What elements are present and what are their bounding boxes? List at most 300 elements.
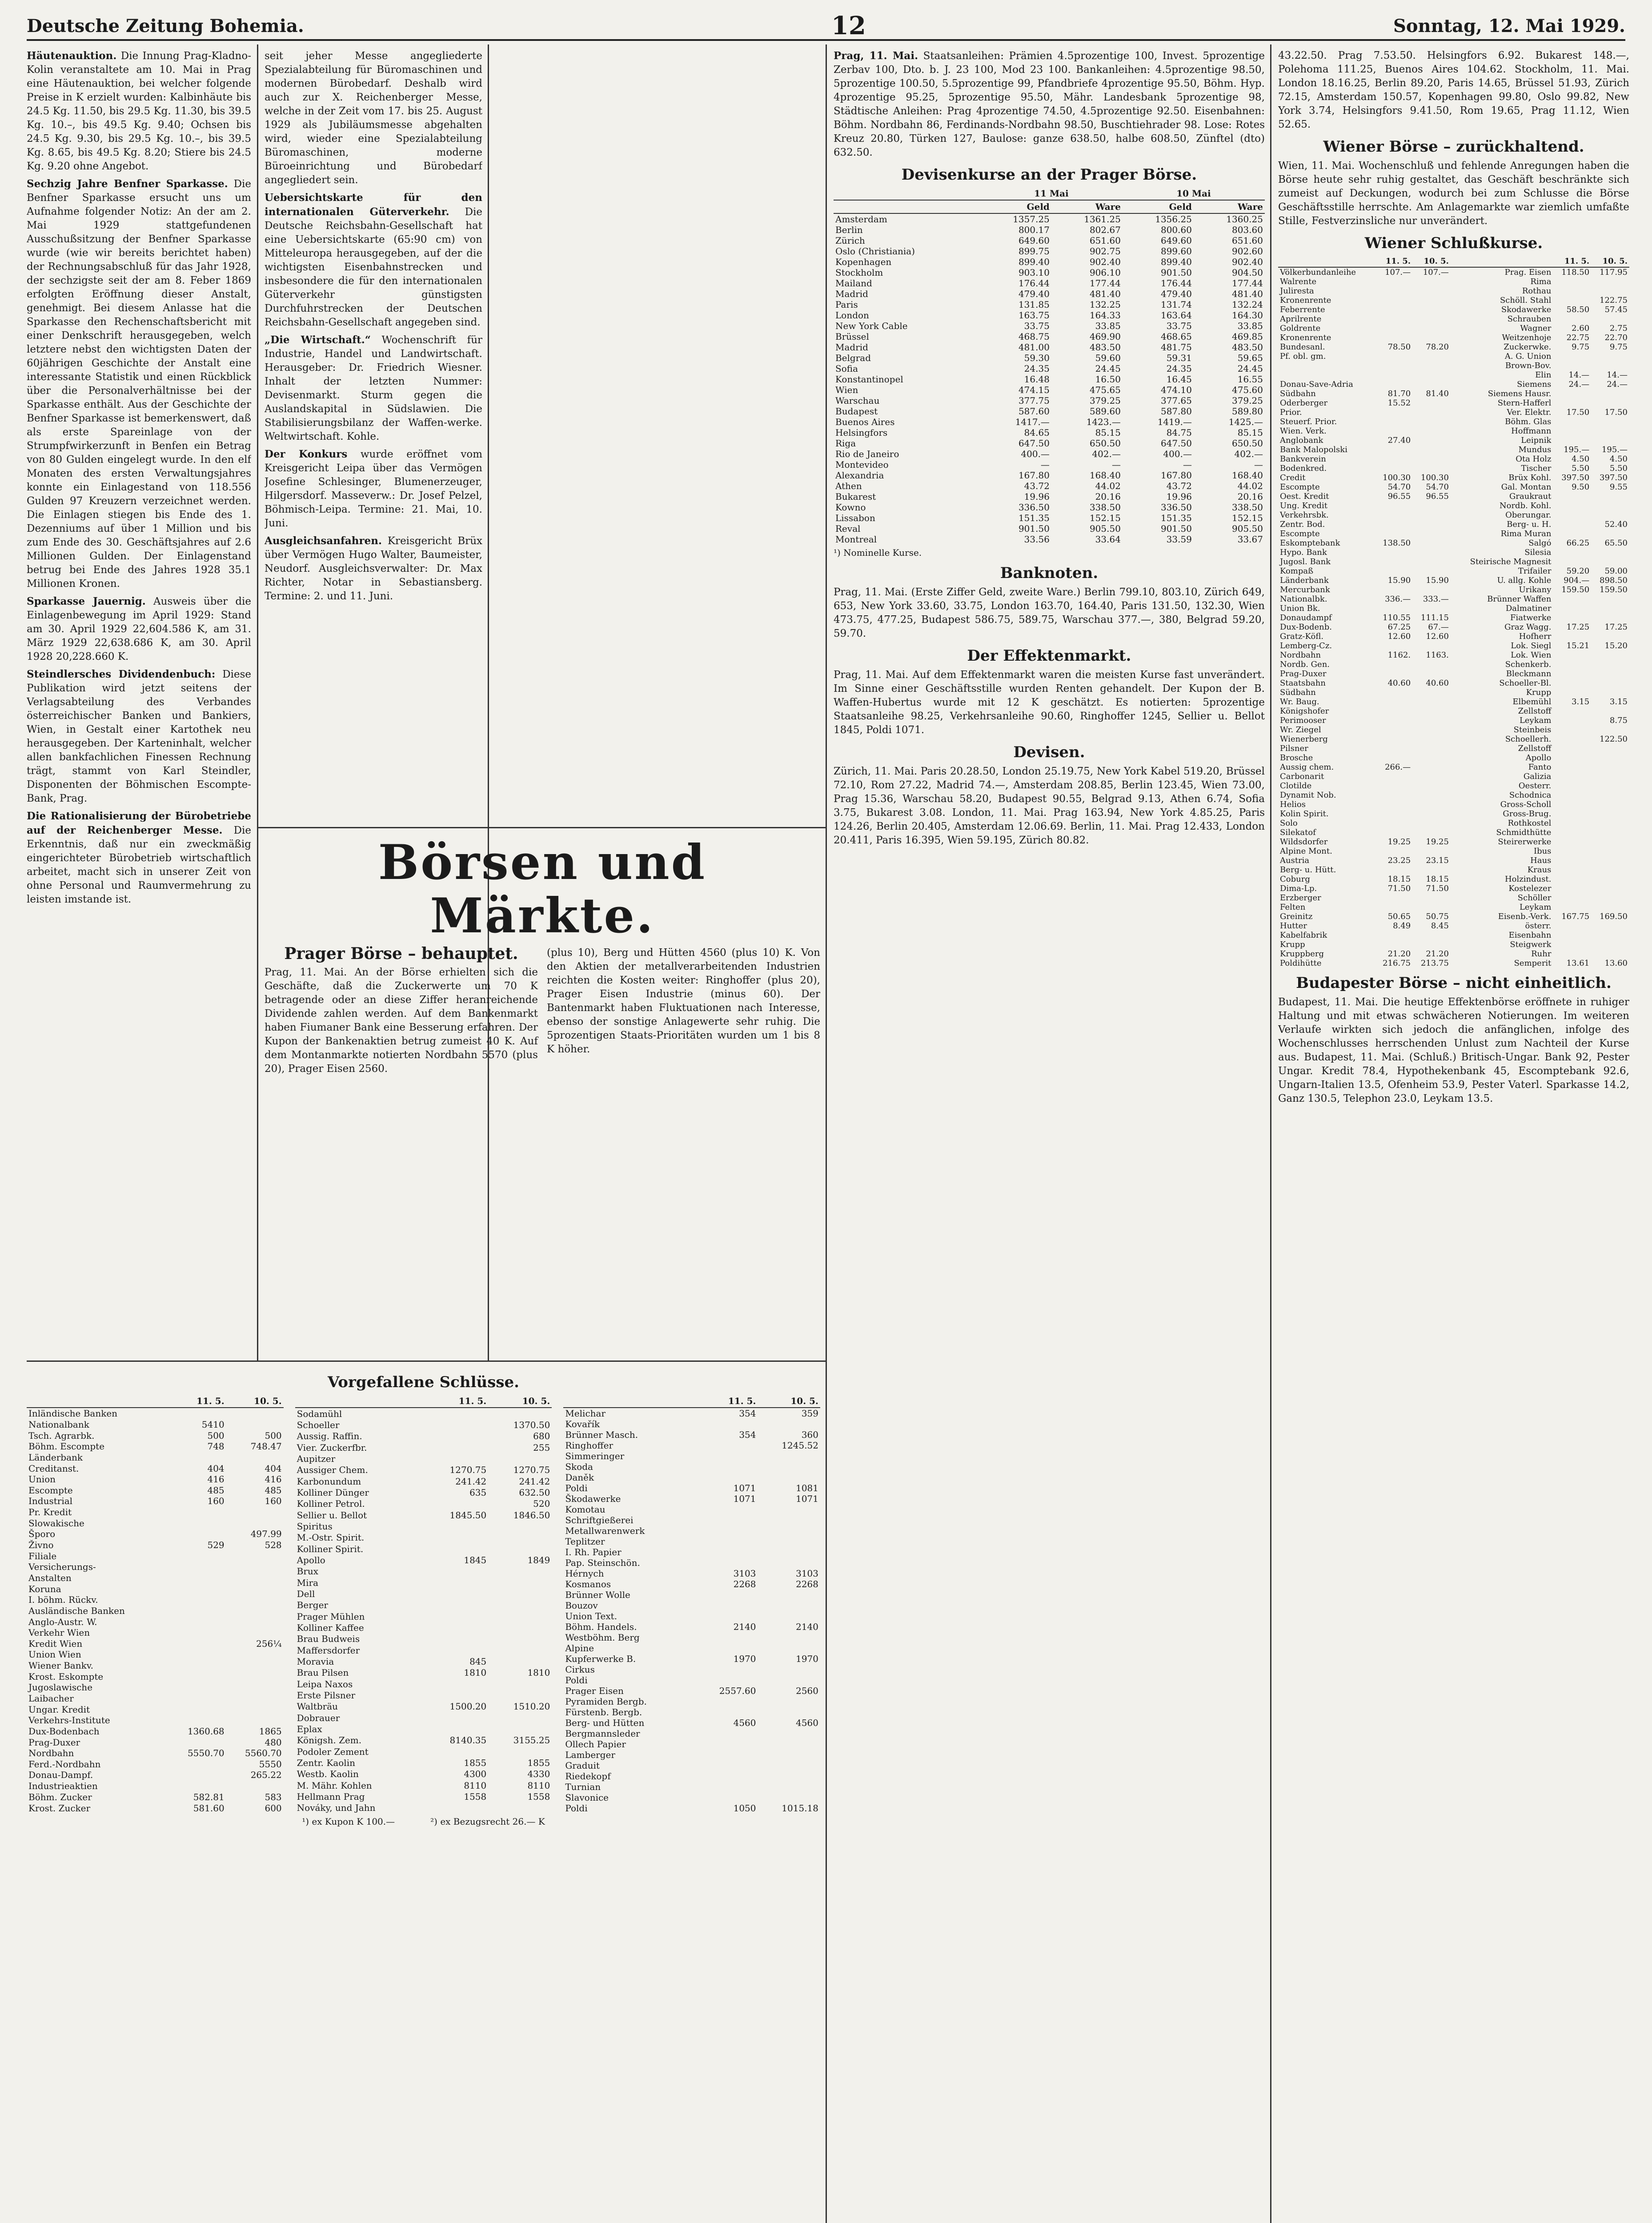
- table-cell: Rothau: [1522, 286, 1552, 296]
- table-cell: 8.45: [1431, 921, 1449, 931]
- table-row: [1278, 342, 1629, 352]
- table-row: [27, 1561, 284, 1573]
- table-cell: 78.50: [1387, 342, 1411, 352]
- table-cell: 19.25: [1387, 837, 1411, 847]
- table-cell: 20.16: [1095, 491, 1121, 502]
- table-cell: 800.60: [1160, 225, 1192, 235]
- table-cell: [1591, 893, 1629, 903]
- table-cell: Brüx Kohl.: [1508, 473, 1552, 482]
- table-cell: [1591, 501, 1629, 510]
- table-cell: [1553, 865, 1591, 875]
- table-cell: Donaudampf: [1280, 613, 1332, 622]
- table-cell: [1412, 501, 1451, 510]
- table-cell: Pilsner: [1280, 744, 1308, 753]
- table-cell: [1553, 688, 1591, 697]
- table-header-cell: 10. 5.: [488, 1395, 552, 1408]
- table-cell: [1374, 819, 1412, 828]
- table-cell: Leipnik: [1521, 436, 1552, 445]
- table-row: [1278, 389, 1629, 398]
- table-row: [1278, 454, 1629, 464]
- table-cell: 66.25: [1566, 538, 1590, 548]
- table-cell: [425, 1431, 488, 1442]
- table-cell: Coburg: [1280, 875, 1310, 884]
- effektenmarkt-title: Der Effektenmarkt.: [967, 647, 1131, 665]
- table-cell: M. Mähr. Kohlen: [297, 1780, 372, 1791]
- table-row: [27, 1638, 284, 1649]
- table-cell: 18.15: [1387, 875, 1411, 884]
- table-cell: [1412, 800, 1451, 809]
- table-cell: [1412, 734, 1451, 744]
- table-cell: [695, 1589, 758, 1600]
- table-cell: [1553, 529, 1591, 538]
- table-cell: Krost. Zucker: [28, 1802, 91, 1814]
- table-cell: 2557.60: [719, 1685, 756, 1696]
- table-cell: Riga: [835, 438, 856, 449]
- table-row: [563, 1675, 820, 1685]
- table-cell: [1553, 921, 1591, 931]
- table-row: [834, 299, 1265, 310]
- table-cell: Kovařík: [565, 1419, 600, 1429]
- table-cell: Krupp: [1280, 940, 1305, 949]
- table-cell: 19.96: [1024, 491, 1050, 502]
- table-cell: Prag. Eisen: [1504, 268, 1552, 277]
- table-cell: Poldi: [565, 1675, 588, 1685]
- table-cell: Tischer: [1521, 464, 1552, 473]
- table-row: [563, 1611, 820, 1621]
- table-cell: [1412, 510, 1451, 520]
- table-cell: 110.55: [1383, 613, 1411, 622]
- table-cell: [1553, 417, 1591, 426]
- table-cell: Mailand: [835, 278, 872, 289]
- table-row: [295, 1566, 552, 1577]
- table-row: [834, 523, 1265, 534]
- table-row: [295, 1498, 552, 1509]
- table-cell: Donau-Save-Adria: [1280, 380, 1353, 389]
- table-cell: Inländische Banken: [28, 1408, 118, 1419]
- table-cell: Eisenb.-Verk.: [1498, 912, 1552, 921]
- table-row: [1278, 678, 1629, 688]
- table-cell: Reval: [835, 523, 861, 534]
- footnote: ¹) ex Kupon K 100.—: [302, 1816, 395, 1827]
- schluesse-table-1: [27, 1395, 284, 1814]
- table-cell: [695, 1771, 758, 1782]
- table-cell: 481.40: [1089, 289, 1121, 299]
- table-cell: Karbonundum: [297, 1476, 361, 1487]
- table-cell: Austria: [1280, 856, 1310, 865]
- table-row: [295, 1408, 552, 1419]
- section-rule: [27, 1360, 826, 1362]
- table-row: [1278, 380, 1629, 389]
- table-cell: Union Wien: [28, 1649, 81, 1660]
- table-cell: Wiener Bankv.: [28, 1660, 93, 1671]
- table-cell: [1412, 538, 1451, 548]
- table-cell: 1270.75: [449, 1465, 487, 1476]
- table-cell: Feberrente: [1280, 305, 1325, 314]
- table-cell: [1374, 277, 1412, 286]
- table-cell: 402.—: [1234, 449, 1263, 459]
- banknoten-text: Prag, 11. Mai. (Erste Ziffer Geld, zweite Ware.) Berlin 799.10, 803.10, Zürich 649, 653, New York 33.60, 33.75, London 163.70, 164.40, Paris 131.50, 132.30, Wien 473.75, 477.25, Budapest 586.75, 589.75, Warschau 377.—, 380, Belgrad 59.20, 59.70.: [834, 586, 1265, 639]
- table-row: [1278, 847, 1629, 856]
- table-cell: [1374, 380, 1412, 389]
- table-cell: [695, 1557, 758, 1568]
- table-cell: [1553, 762, 1591, 772]
- table-cell: [1591, 800, 1629, 809]
- table-cell: Brüssel: [835, 331, 869, 342]
- table-cell: [169, 1682, 226, 1693]
- table-cell: [1374, 286, 1412, 296]
- table-cell: 21.20: [1387, 949, 1411, 959]
- table-row: [1278, 557, 1629, 566]
- table-cell: [488, 1633, 552, 1645]
- table-row: [1278, 669, 1629, 678]
- table-cell: [226, 1715, 284, 1726]
- table-cell: [169, 1770, 226, 1781]
- table-cell: Westböhm. Berg: [565, 1632, 640, 1643]
- table-cell: 71.50: [1426, 884, 1449, 893]
- table-row: [1278, 903, 1629, 912]
- table-cell: [425, 1442, 488, 1453]
- table-cell: [1591, 389, 1629, 398]
- table-cell: 845: [469, 1656, 487, 1667]
- table-cell: Kredit Wien: [28, 1638, 83, 1649]
- table-cell: Schöll. Stahl: [1500, 296, 1552, 305]
- table-row: [295, 1689, 552, 1701]
- table-cell: [1374, 333, 1412, 342]
- table-cell: [1374, 604, 1412, 613]
- table-cell: Gal. Montan: [1501, 482, 1552, 492]
- table-cell: 582.81: [193, 1791, 225, 1802]
- table-cell: 17.25: [1566, 622, 1590, 632]
- table-cell: [758, 1589, 821, 1600]
- table-cell: [488, 1689, 552, 1701]
- table-cell: 600: [265, 1802, 282, 1814]
- table-cell: Mira: [297, 1577, 319, 1588]
- table-cell: Schriftgießerei: [565, 1515, 634, 1525]
- table-cell: [1374, 865, 1412, 875]
- table-cell: [1374, 772, 1412, 781]
- table-cell: Apollo: [1525, 753, 1552, 762]
- table-cell: [1374, 324, 1412, 333]
- table-cell: [695, 1461, 758, 1472]
- table-row: [834, 289, 1265, 299]
- table-row: [1278, 828, 1629, 837]
- table-row: [563, 1493, 820, 1504]
- table-cell: Athen: [835, 481, 862, 491]
- table-cell: [1553, 903, 1591, 912]
- table-row: [27, 1550, 284, 1561]
- table-cell: [1591, 865, 1629, 875]
- table-cell: [1591, 361, 1629, 370]
- table-cell: [1591, 688, 1629, 697]
- table-cell: [425, 1498, 488, 1509]
- table-cell: 587.80: [1160, 406, 1192, 417]
- table-header-row: [295, 1395, 552, 1408]
- table-cell: 906.10: [1089, 267, 1121, 278]
- table-cell: Wien: [835, 385, 858, 395]
- table-cell: [1412, 940, 1451, 949]
- table-cell: [1412, 744, 1451, 753]
- table-cell: [1591, 949, 1629, 959]
- table-cell: [226, 1594, 284, 1605]
- table-row: [563, 1632, 820, 1643]
- table-cell: [488, 1588, 552, 1599]
- table-cell: 111.15: [1420, 613, 1449, 622]
- devisen2-text: Zürich, 11. Mai. Paris 20.28.50, London 25.19.75, New York Kabel 519.20, Brüssel 72.10, Rom 27.22, Madrid 74.—, Amsterdam 208.85, Berlin 123.45, Wien 73.00, Prag 15.36, Warschau 58.20, Budapest 90.55, Belgrad 9.13, Athen 6.74, Sofia 3.75, Bukarest 3.08. London, 11. Mai. Prag 163.94, New York 4.85.25, Paris 124.26, Berlin 20.405, Amsterdam 12.06.69. Berlin, 11. Mai. Prag 12.433, London 20.411, Paris 16.395, Wien 59.195, Zürich 80.82.: [834, 766, 1265, 846]
- table-row: [1278, 884, 1629, 893]
- table-cell: Steirerwerke: [1498, 837, 1552, 847]
- table-cell: 1558: [527, 1791, 550, 1802]
- table-cell: Wagner: [1520, 324, 1552, 333]
- table-cell: U. allg. Kohle: [1497, 576, 1552, 585]
- table-cell: 163.75: [1018, 310, 1050, 321]
- table-cell: [169, 1408, 226, 1419]
- table-cell: Slowakische: [28, 1517, 84, 1529]
- table-cell: 1810: [527, 1667, 550, 1678]
- schlusskurse-title: Wiener Schlußkurse.: [1364, 234, 1543, 252]
- table-cell: Prag-Duxer: [28, 1737, 80, 1748]
- table-cell: 1849: [527, 1554, 550, 1565]
- table-row: [563, 1600, 820, 1611]
- table-cell: Leykam: [1519, 716, 1552, 725]
- table-cell: [1374, 734, 1412, 744]
- table-cell: Mercurbank: [1280, 585, 1330, 594]
- table-cell: Helios: [1280, 800, 1306, 809]
- table-cell: [425, 1689, 488, 1701]
- table-cell: 15.20: [1604, 641, 1628, 650]
- table-cell: [169, 1737, 226, 1748]
- table-cell: [1412, 557, 1451, 566]
- table-cell: [1374, 697, 1412, 706]
- table-row: [295, 1487, 552, 1498]
- table-cell: 14.—: [1607, 370, 1628, 380]
- table-cell: [1591, 417, 1629, 426]
- table-cell: Schoeller-Bl.: [1499, 678, 1552, 688]
- table-cell: Berg- u. Hütt.: [1280, 865, 1336, 875]
- table-row: [1278, 398, 1629, 408]
- table-cell: 474.10: [1160, 385, 1192, 395]
- table-cell: 12.60: [1387, 632, 1411, 641]
- table-cell: [1374, 585, 1412, 594]
- table-row: [295, 1678, 552, 1689]
- table-cell: [695, 1611, 758, 1621]
- table-cell: Fürstenb. Bergb.: [565, 1707, 642, 1717]
- table-cell: 81.40: [1426, 389, 1449, 398]
- table-cell: Komotau: [565, 1504, 605, 1515]
- table-cell: 1970: [733, 1653, 756, 1664]
- table-cell: 485: [265, 1485, 282, 1496]
- table-cell: Spiritus: [297, 1521, 333, 1532]
- table-cell: [1278, 370, 1374, 380]
- table-cell: Königshofer: [1280, 706, 1329, 716]
- table-cell: [1553, 492, 1591, 501]
- table-cell: [169, 1507, 226, 1518]
- table-row: [1278, 501, 1629, 510]
- table-cell: [1591, 884, 1629, 893]
- table-cell: 748: [207, 1441, 225, 1452]
- table-cell: 107.—: [1423, 268, 1449, 277]
- table-cell: [226, 1781, 284, 1792]
- table-cell: [1412, 333, 1451, 342]
- table-cell: österr.: [1525, 921, 1552, 931]
- table-row: [1278, 361, 1629, 370]
- table-cell: 651.60: [1232, 235, 1263, 246]
- table-cell: 43.72: [1024, 481, 1050, 491]
- table-row: [27, 1430, 284, 1441]
- table-cell: 122.75: [1600, 296, 1628, 305]
- table-cell: [226, 1419, 284, 1430]
- table-cell: [695, 1782, 758, 1792]
- table-row: [1278, 650, 1629, 660]
- table-row: [295, 1453, 552, 1464]
- footnote: ²) ex Bezugsrecht 26.— K: [430, 1816, 545, 1827]
- table-cell: Bukarest: [835, 491, 876, 502]
- table-cell: [1374, 706, 1412, 716]
- table-cell: 500: [207, 1430, 225, 1441]
- table-cell: [1553, 837, 1591, 847]
- table-row: [295, 1521, 552, 1532]
- table-row: [563, 1621, 820, 1632]
- table-row: [834, 310, 1265, 321]
- table-cell: 81.70: [1387, 389, 1411, 398]
- table-cell: [1591, 809, 1629, 819]
- table-cell: 5550: [259, 1758, 282, 1770]
- table-cell: 33.75: [1024, 321, 1050, 331]
- table-cell: 1810: [464, 1667, 487, 1678]
- table-cell: Südbahn: [1280, 688, 1316, 697]
- table-cell: Krost. Eskompte: [28, 1671, 104, 1682]
- table-cell: 50.65: [1387, 912, 1411, 921]
- table-cell: [1591, 557, 1629, 566]
- table-cell: 400.—: [1021, 449, 1050, 459]
- news-item: Die Rationalisierung der Bürobetriebe auf der Reichenberger Messe. Die Erkenntnis, daß nur ein zweckmäßig eingerichteter Bürobetrieb wirtschaftlich arbeitet, macht sich in unserer Zeit von ohne Personal und Raumvermehrung zu leisten imstande ist.: [27, 810, 251, 905]
- table-cell: Zentr. Kaolin: [297, 1757, 355, 1768]
- news-item: 43.22.50. Prag 7.53.50. Helsingfors 6.92. Bukarest 148.—, Polehoma 111.25, Buenos Aires 104.62. Stockholm, 11. Mai. London 18.16.25, Berlin 89.20, Paris 14.65, Brüssel 51.93, Zürich 72.15, Amsterdam 150.57, Kopenhagen 99.80, Oslo 99.82, New York 3.74, Helsingfors 9.41.50, Rom 19.65, Prag 11.12, Wien 52.65.: [1278, 50, 1629, 130]
- table-cell: [1374, 790, 1412, 800]
- table-cell: 354: [739, 1408, 756, 1419]
- table-cell: [425, 1543, 488, 1554]
- table-cell: [1553, 678, 1591, 688]
- table-row: [834, 406, 1265, 417]
- table-cell: [758, 1792, 821, 1803]
- table-cell: 1500.20: [449, 1701, 487, 1712]
- table-cell: 4560: [796, 1717, 819, 1728]
- table-row: [27, 1441, 284, 1452]
- table-cell: [226, 1704, 284, 1715]
- table-cell: 43.72: [1166, 481, 1192, 491]
- table-cell: [1553, 781, 1591, 790]
- table-cell: Kruppberg: [1280, 949, 1324, 959]
- table-cell: [695, 1792, 758, 1803]
- table-cell: Zuckerwke.: [1504, 342, 1552, 352]
- table-cell: Brux: [297, 1566, 319, 1577]
- news-item: seit jeher Messe angegliederte Spezialabteilung für Büromaschinen und modernen Bürobedarf. Deshalb wird auch zur X. Reichenberger Messe, welche in der Zeit vom 17. bis 25. August 1929 als Jubiläumsmesse abgehalten wird, wieder eine Spezialabteilung Büromaschinen, moderne Büroeinrichtung und Bürobedarf angegliedert sein.: [265, 50, 482, 186]
- table-cell: Hellmann Prag: [297, 1791, 365, 1802]
- table-row: [1278, 688, 1629, 697]
- table-cell: [1591, 781, 1629, 790]
- table-cell: Carbonarit: [1280, 772, 1324, 781]
- table-cell: [1553, 725, 1591, 734]
- table-cell: 8.49: [1393, 921, 1411, 931]
- table-cell: [1591, 398, 1629, 408]
- table-cell: 16.48: [1024, 374, 1050, 385]
- table-cell: 33.67: [1237, 534, 1263, 545]
- table-cell: [425, 1453, 488, 1464]
- table-cell: Hypo. Bank: [1280, 548, 1327, 557]
- table-row: [295, 1802, 552, 1814]
- table-cell: [488, 1656, 552, 1667]
- table-cell: [1591, 678, 1629, 688]
- table-row: [563, 1739, 820, 1750]
- table-row: [1278, 622, 1629, 632]
- table-cell: Rima: [1530, 277, 1552, 286]
- table-cell: 379.25: [1089, 395, 1121, 406]
- table-row: [27, 1452, 284, 1463]
- table-cell: [1591, 352, 1629, 361]
- table-cell: Eskomptebank: [1280, 538, 1340, 548]
- table-row: [563, 1792, 820, 1803]
- table-cell: [1412, 585, 1451, 594]
- table-cell: [1553, 557, 1591, 566]
- column-rule: [1270, 44, 1271, 2223]
- table-row: [1278, 314, 1629, 324]
- table-cell: [1591, 604, 1629, 613]
- table-row: [563, 1515, 820, 1525]
- table-cell: 15.90: [1426, 576, 1449, 585]
- table-cell: Zürich: [835, 235, 865, 246]
- table-row: [1278, 538, 1629, 548]
- column-rule: [257, 44, 258, 1360]
- table-row: [834, 353, 1265, 363]
- table-row: [834, 491, 1265, 502]
- table-cell: [695, 1504, 758, 1515]
- table-cell: Krupp: [1526, 688, 1552, 697]
- table-row: [1278, 697, 1629, 706]
- table-cell: 1071: [796, 1493, 819, 1504]
- table-cell: 481.00: [1018, 342, 1050, 353]
- table-cell: [758, 1771, 821, 1782]
- table-cell: 163.64: [1160, 310, 1192, 321]
- news-item: Sparkasse Jauernig. Ausweis über die Einlagenbewegung im April 1929: Stand am 30. April 1929 22,604.586 K, am 31. März 1929 22,638.686 K, am 30. April 1928 20,228.660 K.: [27, 595, 251, 662]
- table-row: [1278, 408, 1629, 417]
- table-cell: Dima-Lp.: [1280, 884, 1317, 893]
- table-row: [1278, 324, 1629, 333]
- table-cell: Länderbank: [1280, 576, 1329, 585]
- table-cell: Škodawerke: [565, 1493, 621, 1504]
- table-cell: 481.40: [1232, 289, 1263, 299]
- table-row: [834, 385, 1265, 395]
- table-cell: [1553, 594, 1591, 604]
- table-cell: [1591, 510, 1629, 520]
- table-cell: Kraus: [1527, 865, 1552, 875]
- table-cell: [695, 1600, 758, 1611]
- table-cell: Lok. Siegl: [1511, 641, 1552, 650]
- table-cell: 131.85: [1018, 299, 1050, 310]
- table-cell: [1412, 847, 1451, 856]
- table-cell: [226, 1507, 284, 1518]
- table-cell: [425, 1611, 488, 1622]
- table-cell: 167.80: [1160, 470, 1192, 481]
- table-cell: [1553, 744, 1591, 753]
- table-cell: [695, 1750, 758, 1760]
- table-cell: 58.50: [1566, 305, 1590, 314]
- table-cell: 483.50: [1232, 342, 1263, 353]
- table-cell: [1553, 286, 1591, 296]
- table-cell: 151.35: [1018, 513, 1050, 523]
- table-row: [1278, 660, 1629, 669]
- table-cell: 195.—: [1564, 445, 1590, 454]
- table-cell: Kompaß: [1280, 566, 1314, 576]
- table-cell: 650.50: [1232, 438, 1263, 449]
